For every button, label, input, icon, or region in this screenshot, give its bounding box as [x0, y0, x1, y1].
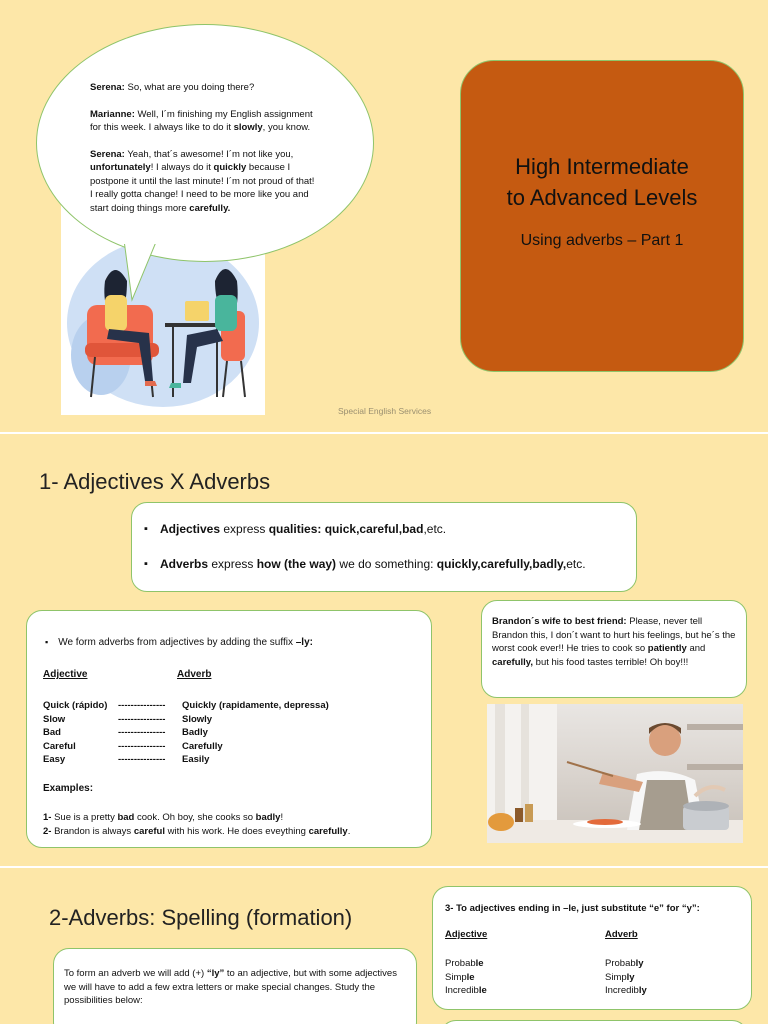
example-2: 2- Brandon is always careful with his work. He does eveything carefully.	[43, 825, 351, 837]
adjective-adverb-table	[43, 699, 329, 767]
slide-heading: 1- Adjectives X Adverbs	[39, 469, 271, 494]
rule-3-list	[445, 957, 745, 998]
title-card	[460, 60, 744, 372]
speech-bubble-tail	[118, 240, 158, 302]
rule-3-title: 3- To adjectives ending in –le, just substitute “e” for “y”:	[445, 903, 700, 914]
subtitle-text: Using adverbs – Part 1	[520, 232, 684, 249]
rule-intro: ▪ We form adverbs from adjectives by adding the suffix –ly:	[45, 637, 313, 648]
table-row: Bad --------------- Badly	[43, 727, 208, 738]
dialogue-line-1: Serena: So, what are you doing there?	[90, 82, 255, 93]
spelling-intro-text: To form an adverb we will add (+) “ly” to an adjective, but with some adjectives we will have to add a few extra letters or make special changes. Study the possibilities below:	[64, 968, 397, 1006]
table-row: Careful --------------- Carefully	[43, 740, 223, 752]
footer-text: Special English Services	[338, 406, 432, 416]
table-row: Slow --------------- Slowly	[43, 713, 213, 725]
table-row: Quick (rápido) --------------- Quickly (rapidamente, depressa)	[43, 700, 329, 711]
title-text: High Intermediate to Advanced Levels	[506, 154, 698, 210]
examples-list	[43, 811, 423, 838]
definition-box	[131, 502, 637, 592]
examples-label: Examples:	[43, 783, 94, 794]
next-rule-box	[440, 1020, 748, 1024]
photo-man-cooking	[487, 704, 743, 843]
slide-3	[0, 868, 768, 1024]
spelling-intro-box	[53, 948, 417, 1024]
bullet-adjectives: ▪ Adjectives express qualities: quick,careful,bad,etc.	[144, 521, 586, 537]
slide-1	[0, 0, 768, 432]
bullet-adverbs: ▪ Adverbs express how (the way) we do something: quickly,carefully,badly,etc.	[144, 556, 586, 572]
slide-2	[0, 434, 768, 866]
example-1: 1- Sue is a pretty bad cook. Oh boy, she cooks so badly!	[43, 812, 284, 823]
quote-text: Brandon´s wife to best friend: Please, never tell Brandon this, I don´t want to hurt his feelings, but he´s the worst cook ever!! He tries to cook so patiently and carefully, but his food tastes terrible! Oh boy!!!	[492, 616, 736, 668]
slide-heading: 2-Adverbs: Spelling (formation)	[49, 905, 353, 930]
list-item: Probable Probably	[445, 958, 644, 969]
quote-box	[481, 600, 747, 698]
list-item: Incredible Incredibly	[445, 985, 647, 996]
rule-3-box: 3- To adjectives ending in –le, just substitute “e” for “y”: Adjective Adverb Probable Probably Simple Simply Incredible Incredibly	[432, 886, 752, 1010]
list-item: Simple Simply	[445, 971, 635, 983]
rule-box: ▪ We form adverbs from adjectives by adding the suffix –ly: Adjective Adverb Quick (rápido) --------------- Quickly (rapidamente, depressa) Slow --------------- Slowly Bad --------------- Badly Careful --------------- Carefully Easy --------------- Easily Examples: 1- Sue is a pretty bad cook. Oh boy, she cooks so badly! 2- Brandon is always careful with his work. He does eveything carefully.	[26, 610, 432, 848]
man-cooking-image	[487, 704, 743, 843]
dialogue-text	[90, 81, 318, 228]
dialogue-line-2: Marianne: Well, I´m finishing my English assignment for this week. I always like to do it slowly, you know.	[90, 108, 313, 133]
dialogue-line-3: Serena: Yeah, that´s awesome! I´m not like you, unfortunately! I always do it quickly because I postpone it until the last minute! I´m not proud of that! I really gotta change! I need to be more like you and start doing things more carefully.	[90, 148, 315, 214]
table-row: Easy --------------- Easily	[43, 754, 210, 765]
